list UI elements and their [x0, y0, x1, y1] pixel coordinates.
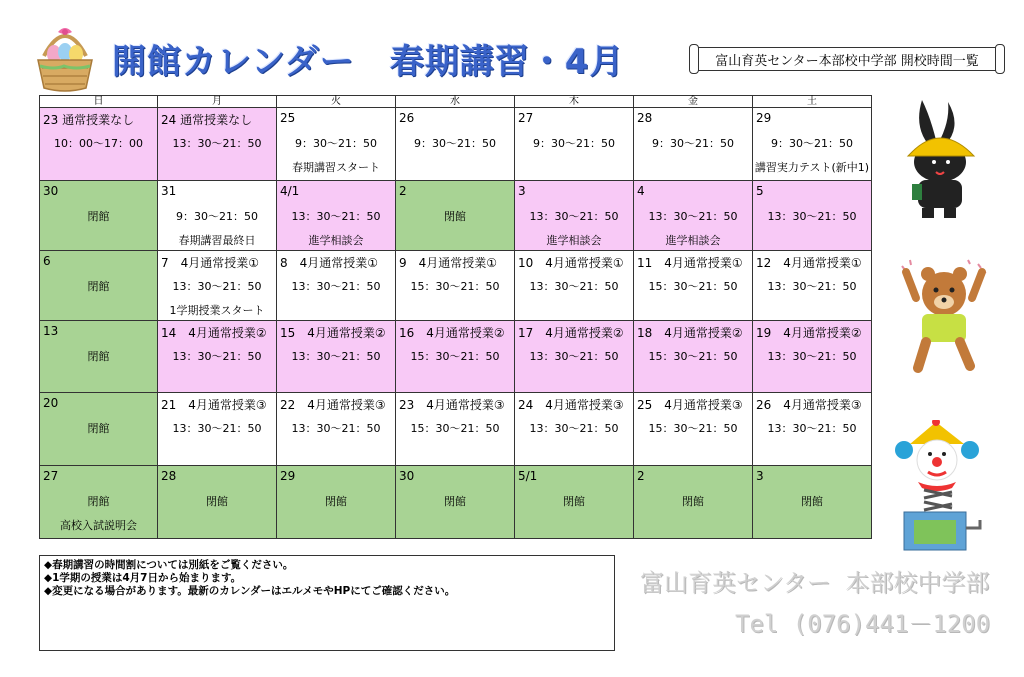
- day-date: 20: [43, 396, 59, 410]
- note-line: ◆1学期の授業は4月7日から始まります。: [44, 572, 242, 584]
- open-hours: 9：30～21：50: [533, 137, 615, 150]
- closed-label: 閉館: [444, 495, 466, 508]
- day-cell: [40, 393, 158, 466]
- day-cell: [515, 466, 634, 539]
- day-date: 3: [518, 184, 526, 198]
- closed-label: 閉館: [444, 210, 466, 223]
- open-hours: 13：30～21：50: [172, 280, 262, 293]
- closed-label: 閉館: [325, 495, 347, 508]
- day-note: 講習実力テスト(新中1): [754, 161, 870, 174]
- day-cell: [277, 321, 396, 393]
- day-cell: [158, 251, 277, 321]
- day-date: 30: [399, 469, 415, 483]
- open-hours: 9：30～21：50: [652, 137, 734, 150]
- week-row: [40, 321, 872, 393]
- open-hours: 13：30～21：50: [529, 210, 619, 223]
- day-date: 10 4月通常授業①: [518, 256, 624, 270]
- day-date: 23 通常授業なし: [43, 113, 135, 127]
- day-cell: [277, 251, 396, 321]
- day-date: 6: [43, 254, 51, 268]
- day-cell: [158, 466, 277, 539]
- open-hours: 15：30～21：50: [648, 280, 738, 293]
- day-cell: [277, 393, 396, 466]
- day-cell: [515, 181, 634, 251]
- day-cell: [515, 251, 634, 321]
- weekday-sun: 日: [40, 96, 158, 108]
- open-hours: 13：30～21：50: [291, 210, 381, 223]
- open-hours: 9：30～21：50: [295, 137, 377, 150]
- day-cell: [753, 393, 872, 466]
- day-date: 30: [43, 184, 59, 198]
- open-hours: 15：30～21：50: [410, 350, 500, 363]
- open-hours: 13：30～21：50: [529, 280, 619, 293]
- day-note: 高校入試説明会: [60, 519, 137, 532]
- week-row: [40, 466, 872, 539]
- closed-label: 閉館: [563, 495, 585, 508]
- day-cell: [634, 393, 753, 466]
- day-cell: [753, 251, 872, 321]
- week-row: [40, 393, 872, 466]
- day-date: 5: [756, 184, 764, 198]
- day-note: 1学期授業スタート: [169, 304, 265, 317]
- open-hours: 13：30～21：50: [172, 422, 262, 435]
- rabbit-helmet-icon: [900, 96, 980, 226]
- day-date: 18 4月通常授業②: [637, 326, 743, 340]
- subtitle-scroll: [695, 47, 999, 71]
- day-date: 8 4月通常授業①: [280, 256, 379, 270]
- day-date: 28: [161, 469, 177, 483]
- open-hours: 13：30～21：50: [767, 350, 857, 363]
- day-cell: [634, 466, 753, 539]
- day-date: 28: [637, 111, 653, 125]
- day-date: 31: [161, 184, 177, 198]
- day-date: 7 4月通常授業①: [161, 256, 260, 270]
- subtitle-text: 富山育英センター本部校中学部 開校時間一覧: [715, 53, 979, 69]
- day-date: 12 4月通常授業①: [756, 256, 862, 270]
- day-cell: [396, 181, 515, 251]
- weekday-wed: 水: [396, 96, 515, 108]
- open-hours: 13：30～21：50: [529, 350, 619, 363]
- day-date: 29: [756, 111, 772, 125]
- day-note: 進学相談会: [665, 234, 721, 247]
- day-cell: [396, 393, 515, 466]
- note-line: ◆春期講習の時間割については別紙をご覧ください。: [44, 559, 294, 571]
- day-date: 21 4月通常授業③: [161, 398, 267, 412]
- weekday-fri: 金: [634, 96, 753, 108]
- open-hours: 15：30～21：50: [648, 350, 738, 363]
- day-cell: [753, 181, 872, 251]
- closed-label: 閉館: [801, 495, 823, 508]
- day-date: 2: [637, 469, 645, 483]
- day-cell: [396, 251, 515, 321]
- day-date: 25 4月通常授業③: [637, 398, 743, 412]
- day-cell: [515, 321, 634, 393]
- closed-label: 閉館: [87, 422, 110, 435]
- open-hours: 13：30～21：50: [648, 210, 738, 223]
- day-date: 19 4月通常授業②: [756, 326, 862, 340]
- day-note: 春期講習最終日: [178, 234, 256, 247]
- day-date: 27: [43, 469, 59, 483]
- open-hours: 13：30～21：50: [291, 350, 381, 363]
- open-hours: 13：30～21：50: [291, 280, 381, 293]
- calendar-table: [39, 95, 872, 539]
- day-cell: [40, 181, 158, 251]
- day-note: 春期講習スタート: [292, 161, 380, 174]
- day-date: 2: [399, 184, 407, 198]
- day-cell: [753, 108, 872, 181]
- open-hours: 13：30～21：50: [172, 350, 262, 363]
- closed-label: 閉館: [87, 280, 110, 293]
- day-cell: [515, 393, 634, 466]
- day-cell: [634, 181, 753, 251]
- day-date: 23 4月通常授業③: [399, 398, 505, 412]
- open-hours: 15：30～21：50: [648, 422, 738, 435]
- closed-label: 閉館: [87, 495, 110, 508]
- day-cell: [396, 108, 515, 181]
- day-date: 25: [280, 111, 296, 125]
- day-date: 9 4月通常授業①: [399, 256, 498, 270]
- day-cell: [277, 108, 396, 181]
- open-hours: 15：30～21：50: [410, 422, 500, 435]
- day-date: 22 4月通常授業③: [280, 398, 386, 412]
- open-hours: 13：30～21：50: [172, 137, 262, 150]
- open-hours: 13：30～21：50: [767, 280, 857, 293]
- day-date: 27: [518, 111, 534, 125]
- day-date: 24 通常授業なし: [161, 113, 253, 127]
- closed-label: 閉館: [682, 495, 704, 508]
- day-date: 3: [756, 469, 764, 483]
- week-row: [40, 108, 872, 181]
- easter-basket-icon: [34, 22, 96, 94]
- week-row: [40, 181, 872, 251]
- open-hours: 15：30～21：50: [410, 280, 500, 293]
- bear-cheering-icon: [898, 258, 990, 374]
- weekday-header-row: [40, 96, 872, 108]
- note-line: ◆変更になる場合があります。最新のカレンダーはエルメモやHPにてご確認ください。: [44, 585, 456, 597]
- day-cell: [634, 108, 753, 181]
- open-hours: 10：00～17：00: [54, 137, 143, 150]
- closed-label: 閉館: [87, 350, 110, 363]
- day-date: 11 4月通常授業①: [637, 256, 743, 270]
- day-cell: [753, 321, 872, 393]
- day-date: 29: [280, 469, 296, 483]
- day-date: 13: [43, 324, 59, 338]
- day-cell: [515, 108, 634, 181]
- day-date: 15 4月通常授業②: [280, 326, 386, 340]
- weekday-sat: 土: [753, 96, 872, 108]
- weekday-mon: 月: [158, 96, 277, 108]
- day-cell: [396, 466, 515, 539]
- day-date: 26: [399, 111, 415, 125]
- open-hours: 9：30～21：50: [414, 137, 496, 150]
- day-date: 24 4月通常授業③: [518, 398, 624, 412]
- weekday-tue: 火: [277, 96, 396, 108]
- day-date: 14 4月通常授業②: [161, 326, 267, 340]
- day-cell: [158, 321, 277, 393]
- day-cell: [40, 251, 158, 321]
- day-cell: [753, 466, 872, 539]
- day-date: 5/1: [518, 469, 538, 483]
- open-hours: 13：30～21：50: [767, 422, 857, 435]
- day-cell: [158, 181, 277, 251]
- phone-number: Tel (076)441－1200: [735, 610, 991, 638]
- closed-label: 閉館: [87, 210, 110, 223]
- closed-label: 閉館: [206, 495, 228, 508]
- school-name: 富山育英センター 本部校中学部: [640, 569, 990, 597]
- day-cell: [158, 393, 277, 466]
- day-cell: [634, 251, 753, 321]
- day-date: 4: [637, 184, 645, 198]
- day-cell: [40, 108, 158, 181]
- day-date: 17 4月通常授業②: [518, 326, 624, 340]
- notes-box: [39, 555, 615, 651]
- day-date: 26 4月通常授業③: [756, 398, 862, 412]
- day-cell: [158, 108, 277, 181]
- open-hours: 9：30～21：50: [771, 137, 853, 150]
- day-cell: [277, 181, 396, 251]
- week-row: [40, 251, 872, 321]
- day-cell: [277, 466, 396, 539]
- day-note: 進学相談会: [546, 234, 602, 247]
- open-hours: 9：30～21：50: [176, 210, 258, 223]
- open-hours: 13：30～21：50: [767, 210, 857, 223]
- open-hours: 13：30～21：50: [291, 422, 381, 435]
- weekday-thu: 木: [515, 96, 634, 108]
- day-date: 16 4月通常授業②: [399, 326, 505, 340]
- open-hours: 13：30～21：50: [529, 422, 619, 435]
- clown-jack-in-box-icon: [888, 420, 988, 552]
- day-cell: [634, 321, 753, 393]
- page-title: 開館カレンダー 春期講習・4月: [112, 42, 625, 82]
- day-cell: [40, 466, 158, 539]
- day-note: 進学相談会: [308, 234, 364, 247]
- day-date: 4/1: [280, 184, 300, 198]
- day-cell: [396, 321, 515, 393]
- day-cell: [40, 321, 158, 393]
